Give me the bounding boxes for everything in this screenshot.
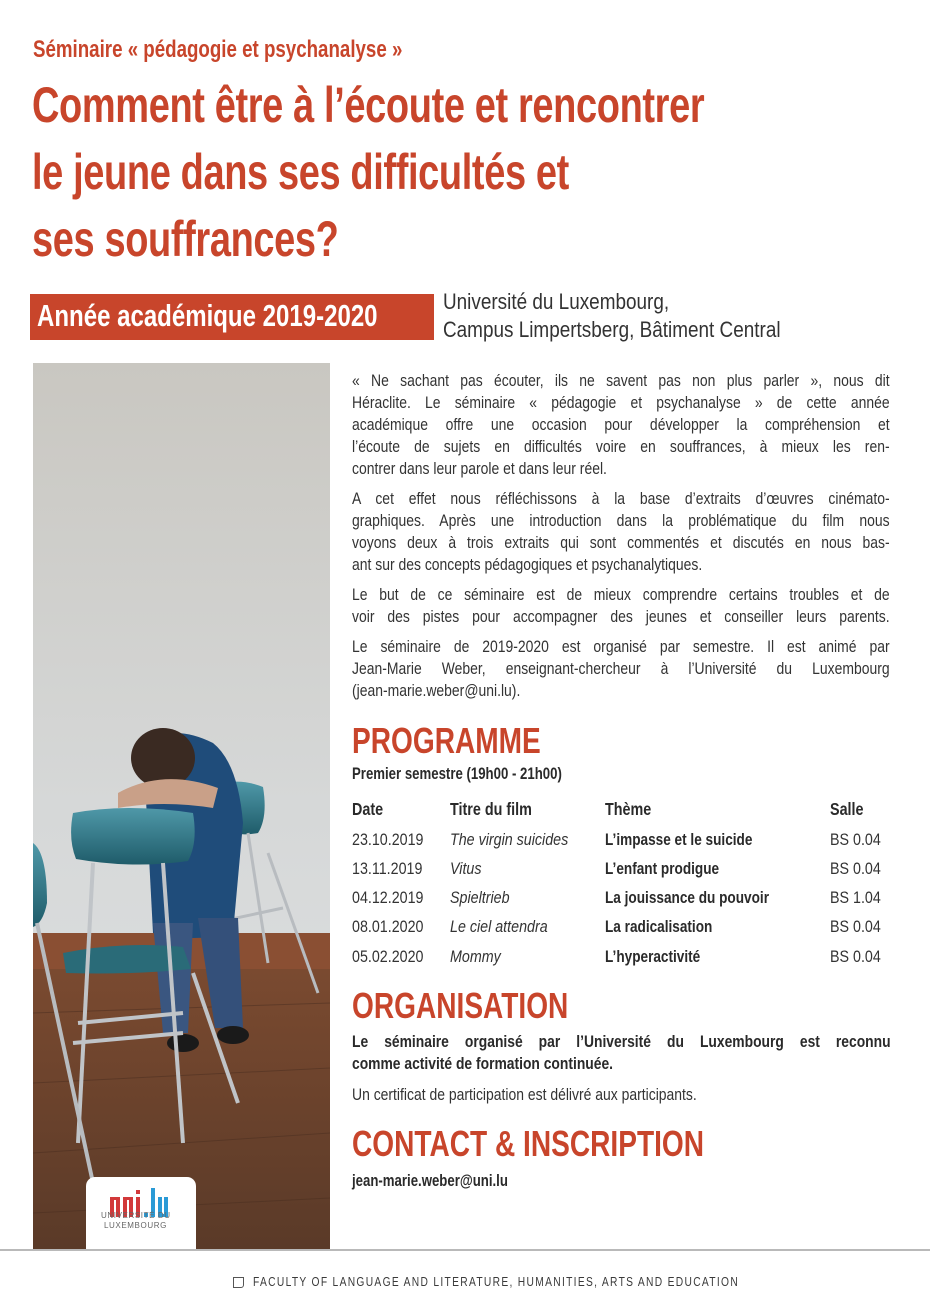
intro-line: contrer dans leur parole et dans leur réel. — [352, 459, 607, 478]
row-room: BS 0.04 — [830, 947, 881, 966]
intro-line: Jean-Marie Weber, enseignant-chercheur à l’Université du Luxembourg — [352, 659, 890, 678]
row-theme: La radicalisation — [605, 917, 713, 936]
programme-heading: PROGRAMME — [352, 720, 541, 761]
intro-line: voir des pistes pour accompagner des jeunes et conseiller leurs parents. — [352, 607, 890, 626]
intro-line: graphiques. Après une introduction dans la problématique du film nous — [352, 511, 890, 530]
column-header-theme: Thème — [605, 799, 652, 819]
logo-text-line-2: LUXEMBOURG — [104, 1221, 167, 1230]
intro-line: (jean-marie.weber@uni.lu). — [352, 681, 521, 700]
row-date: 13.11.2019 — [352, 859, 423, 878]
footer-divider — [0, 1249, 930, 1251]
page-title-line-3: ses souffrances? — [32, 211, 339, 267]
location-line-2: Campus Limpertsberg, Bâtiment Central — [443, 317, 781, 342]
organisation-heading: ORGANISATION — [352, 985, 569, 1026]
column-header-film: Titre du film — [450, 799, 532, 819]
page-title-line-1: Comment être à l’écoute et rencontrer — [32, 77, 705, 133]
row-date: 08.01.2020 — [352, 917, 424, 936]
row-date: 04.12.2019 — [352, 888, 424, 907]
intro-line: ant sur des concepts pédagogiques et psychanalytiques. — [352, 555, 703, 574]
organisation-bold-line: comme activité de formation continuée. — [352, 1054, 614, 1073]
row-theme: L’hyperactivité — [605, 947, 701, 966]
row-film: The virgin suicides — [450, 830, 569, 849]
row-theme: L’enfant prodigue — [605, 859, 720, 878]
row-room: BS 1.04 — [830, 888, 881, 907]
row-room: BS 0.04 — [830, 917, 881, 936]
organisation-note: Un certificat de participation est délivré aux participants. — [352, 1085, 697, 1104]
row-film: Mommy — [450, 947, 501, 966]
row-film: Le ciel attendra — [450, 917, 548, 936]
seminar-kicker: Séminaire « pédagogie et psychanalyse » — [33, 36, 403, 63]
row-date: 23.10.2019 — [352, 830, 424, 849]
academic-year-text: Année académique 2019-2020 — [37, 298, 378, 333]
page-title-line-2: le jeune dans ses difficultés et — [32, 144, 569, 200]
student-photo — [33, 363, 330, 1250]
row-theme: La jouissance du pouvoir — [605, 888, 769, 907]
row-film: Vitus — [450, 859, 482, 878]
faculty-square-icon — [233, 1277, 244, 1288]
column-header-date: Date — [352, 799, 384, 819]
intro-line: Le but de ce séminaire est de mieux comprendre certains troubles et de — [352, 585, 890, 604]
row-room: BS 0.04 — [830, 830, 881, 849]
row-date: 05.02.2020 — [352, 947, 424, 966]
intro-line: Héraclite. Le séminaire « pédagogie et psychanalyse » de cette année — [352, 393, 890, 412]
intro-line: académique offre une occasion pour développer la compréhension et — [352, 415, 890, 434]
organisation-bold-line: Le séminaire organisé par l’Université du Luxembourg est reconnu — [352, 1032, 891, 1051]
programme-subheading: Premier semestre (19h00 - 21h00) — [352, 765, 562, 783]
intro-line: l’écoute de sujets en difficultés voire en souffrances, à mieux les ren- — [352, 437, 890, 456]
logo-text-line-1: UNIVERSITÉ DU — [101, 1211, 171, 1220]
row-theme: L’impasse et le suicide — [605, 830, 753, 849]
column-header-room: Salle — [830, 799, 864, 819]
location-line-1: Université du Luxembourg, — [443, 289, 670, 314]
footer-faculty: FACULTY OF LANGUAGE AND LITERATURE, HUMANITIES, ARTS AND EDUCATION — [253, 1275, 740, 1289]
intro-line: A cet effet nous réfléchissons à la base d’extraits d’œuvres cinémato- — [352, 489, 890, 508]
intro-line: « Ne sachant pas écouter, ils ne savent pas non plus parler », nous dit — [352, 371, 890, 390]
row-room: BS 0.04 — [830, 859, 881, 878]
contact-email[interactable]: jean-marie.weber@uni.lu — [352, 1172, 508, 1190]
row-film: Spieltrieb — [450, 888, 510, 907]
intro-line: Le séminaire de 2019-2020 est organisé par semestre. Il est animé par — [352, 637, 890, 656]
contact-heading: CONTACT & INSCRIPTION — [352, 1123, 705, 1164]
intro-line: voyons deux à trois extraits qui sont commentés et discutés en nous bas- — [352, 533, 890, 552]
